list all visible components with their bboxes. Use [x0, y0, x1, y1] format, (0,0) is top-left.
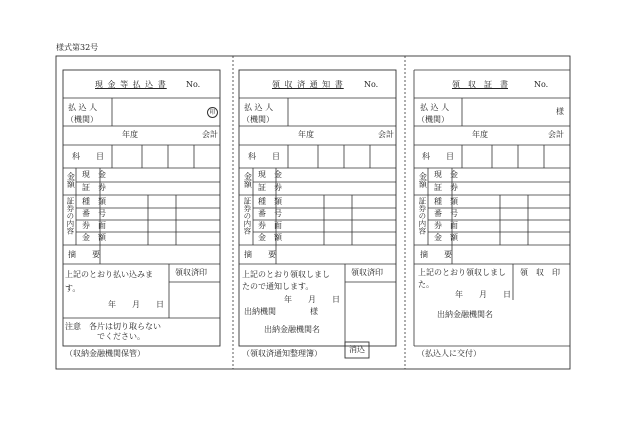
middle-note-line2: たので通知します。 [242, 282, 314, 291]
right-kingaku: 金 額 [434, 233, 458, 242]
middle-receipt-stamp: 領収済印 [351, 268, 383, 277]
right-tekiyo: 摘 要 [420, 250, 452, 259]
middle-kingaku: 金 額 [258, 233, 282, 242]
left-nendo: 年度 [122, 130, 138, 139]
left-footer: （収納金融機関保管） [65, 349, 145, 358]
right-bank-name: 出納金融機関名 [437, 310, 493, 319]
left-kenmen: 券 面 [82, 221, 106, 230]
middle-payer-org: （機関） [242, 115, 274, 124]
middle-no: No. [364, 80, 379, 89]
middle-date: 年 月 日 [284, 295, 340, 304]
middle-shurui: 種 類 [258, 197, 282, 206]
left-note-line1: 上記のとおり払い込みま [65, 270, 153, 279]
middle-sama: 様 [310, 307, 318, 316]
right-receipt-stamp: 領 収 印 [520, 268, 560, 277]
right-date: 年 月 日 [455, 290, 511, 299]
left-no: No. [186, 80, 201, 89]
left-caution-line1: 注意 各片は切り取らない [65, 322, 161, 331]
middle-genkin: 現 金 [258, 170, 282, 179]
left-shoken-naiyo-vertical: 証券の内容 [65, 197, 75, 235]
right-footer: （払込人に交付） [417, 349, 481, 358]
right-shoken-naiyo-vertical: 証券の内容 [417, 197, 427, 235]
form-number: 様式第32号 [56, 43, 99, 52]
right-shurui: 種 類 [434, 197, 458, 206]
middle-tekiyo: 摘 要 [244, 250, 276, 259]
middle-institution: 出納機関 [244, 307, 276, 316]
middle-footer: （領収済通知整理簿） [242, 349, 322, 358]
middle-bango: 番 号 [258, 209, 282, 218]
seal-icon: 印 [207, 107, 218, 118]
left-kamoku: 科 目 [72, 152, 104, 161]
right-no: No. [534, 80, 549, 89]
left-caution-line2: でください。 [97, 332, 145, 341]
middle-shoken-naiyo-vertical: 証券の内容 [242, 197, 252, 235]
left-payer-label: 払 込 人 [68, 103, 98, 112]
middle-title: 領 収 済 通 知 書 [272, 80, 344, 89]
left-genkin: 現 金 [82, 170, 106, 179]
middle-kamoku: 科 目 [248, 152, 280, 161]
right-nendo: 年度 [472, 130, 488, 139]
right-payer-label: 払 込 人 [420, 103, 450, 112]
left-kaikei: 会計 [202, 130, 218, 139]
middle-kingaku-vertical: 金額 [243, 172, 253, 188]
left-receipt-stamp: 領収済印 [175, 268, 207, 277]
left-kingaku: 金 額 [82, 233, 106, 242]
right-title: 領 収 証 書 [452, 80, 508, 89]
right-note-line2: た。 [418, 280, 434, 289]
right-kingaku-vertical: 金額 [418, 172, 428, 188]
left-date: 年 月 日 [108, 300, 164, 309]
middle-note-line1: 上記のとおり領収しまし [242, 270, 330, 279]
left-bango: 番 号 [82, 209, 106, 218]
right-kenmen: 券 面 [434, 221, 458, 230]
left-kingaku-vertical: 金額 [66, 172, 76, 188]
right-shoken: 証 券 [434, 183, 458, 192]
left-tekiyo: 摘 要 [68, 250, 100, 259]
middle-nendo: 年度 [298, 130, 314, 139]
middle-shoken: 証 券 [258, 183, 282, 192]
right-kamoku: 科 目 [422, 152, 454, 161]
right-payer-org: （機関） [417, 115, 449, 124]
left-note-line2: す。 [65, 284, 81, 293]
right-sama: 様 [556, 107, 564, 116]
middle-kenmen: 券 面 [258, 221, 282, 230]
middle-bank-name: 出納金融機関名 [264, 325, 320, 334]
middle-kesshi: 消込 [349, 345, 365, 354]
right-kaikei: 会計 [548, 130, 564, 139]
middle-payer-label: 払 込 人 [244, 103, 274, 112]
left-payer-org: （機関） [66, 115, 98, 124]
left-title: 現 金 等 払 込 書 [95, 80, 167, 89]
right-bango: 番 号 [434, 209, 458, 218]
left-shurui: 種 類 [82, 197, 106, 206]
left-shoken: 証 券 [82, 183, 106, 192]
right-note-line1: 上記のとおり領収しまし [418, 268, 506, 277]
middle-kaikei: 会計 [378, 130, 394, 139]
right-genkin: 現 金 [434, 170, 458, 179]
